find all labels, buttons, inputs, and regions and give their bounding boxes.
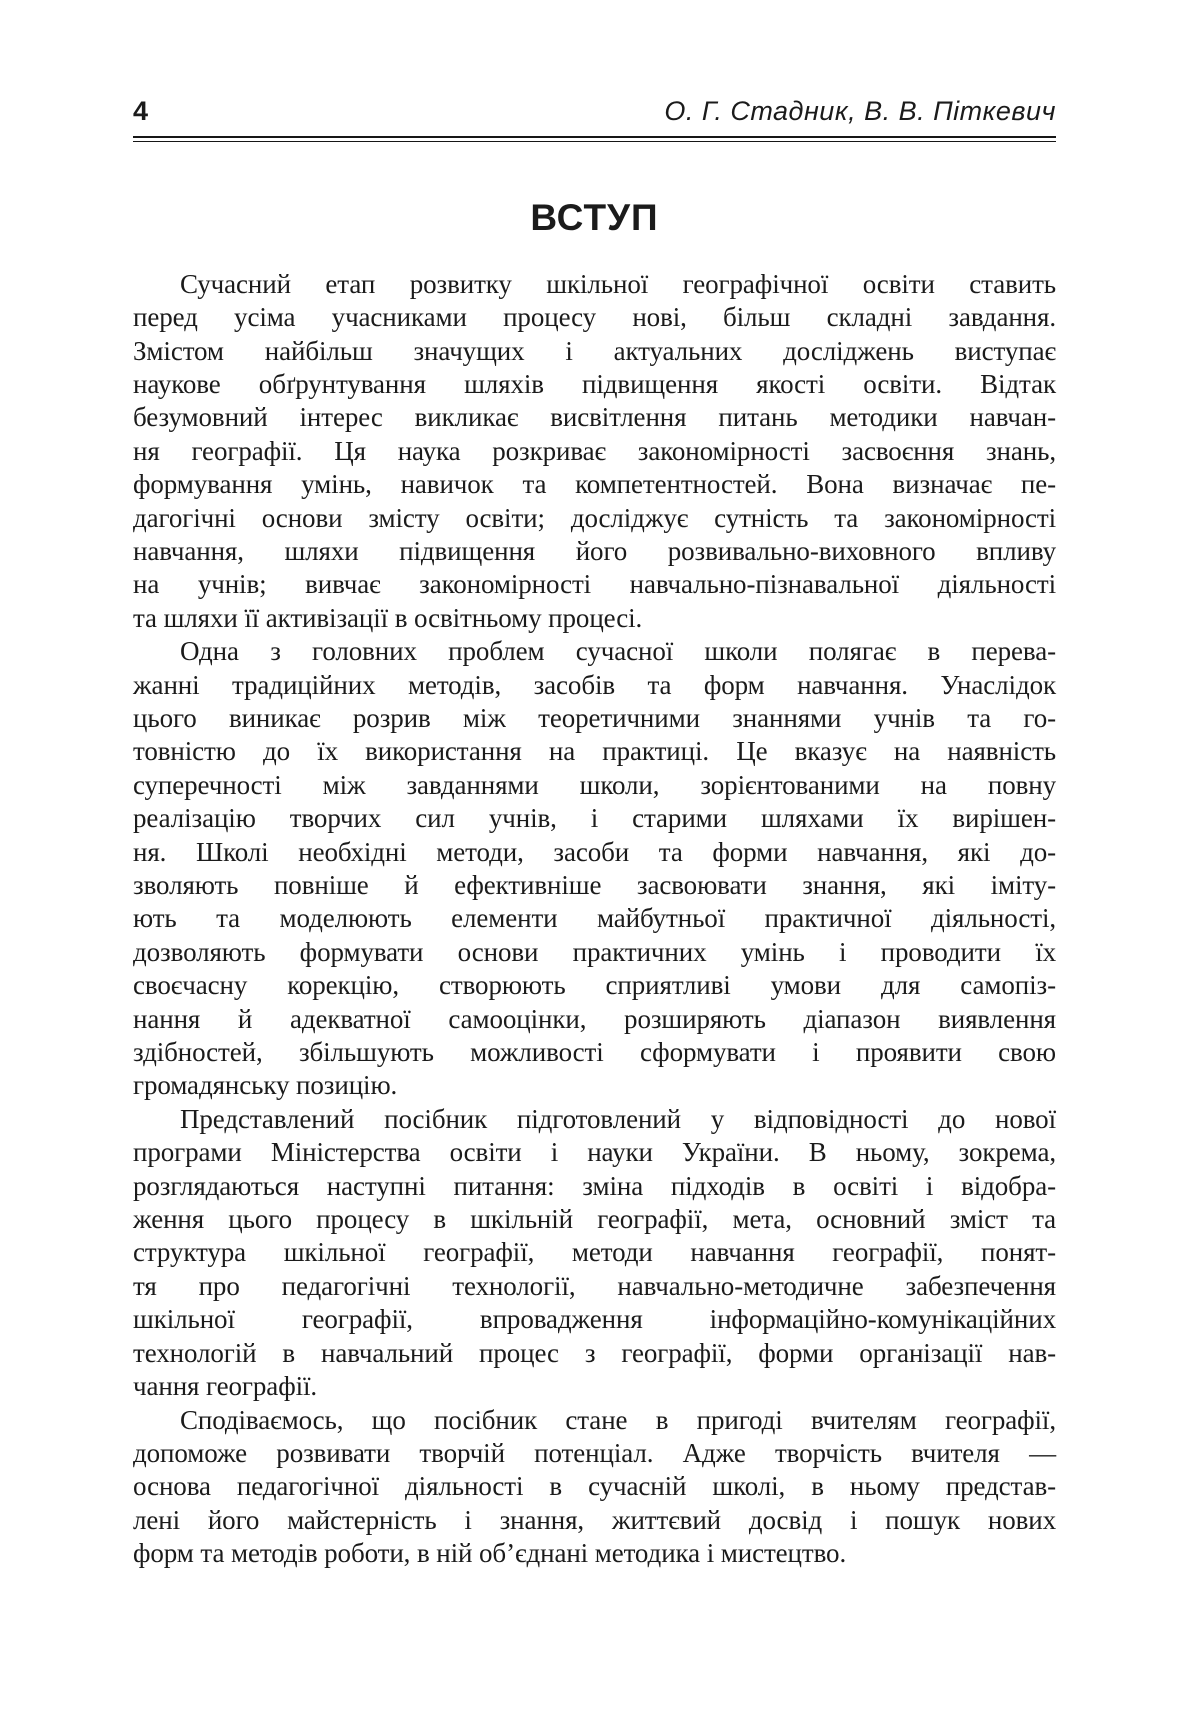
paragraph	[133, 1404, 1056, 1571]
text-line: Одна з головних проблем сучасної школи полягає в перева-	[180, 636, 1056, 667]
text-line: шкільної географії, впровадження інформаційно-комунікаційних	[133, 1304, 1056, 1335]
paragraph	[133, 635, 1056, 1103]
text-line: громадянську позицію.	[133, 1070, 398, 1101]
text-line: ють та моделюють елементи майбутньої практичної діяльності,	[133, 903, 1056, 934]
paragraph	[133, 268, 1056, 635]
text-line: форм та методів роботи, в ній об’єднані методика і мистецтво.	[133, 1538, 847, 1569]
text-line: ня географії. Ця наука розкриває закономірності засвоєння знань,	[133, 435, 1056, 466]
text-line: допоможе розвивати творчій потенціал. Адже творчість вчителя —	[133, 1437, 1056, 1468]
text-line: Сподіваємось, що посібник стане в пригоді вчителям географії,	[180, 1404, 1056, 1435]
header-rule	[133, 136, 1056, 142]
page-title: ВСТУП	[530, 196, 659, 238]
text-line: на учнів; вивчає закономірності навчально-пізнавальної діяльності	[133, 569, 1056, 600]
text-line: зволяють повніше й ефективніше засвоювати знання, які іміту-	[133, 870, 1056, 900]
text-line: ження цього процесу в шкільній географії, мета, основний зміст та	[133, 1204, 1056, 1235]
text-line: жанні традиційних методів, засобів та форм навчання. Унаслідок	[133, 669, 1056, 700]
running-header-authors: О. Г. Стадник, В. В. Піткевич	[664, 96, 1056, 126]
text-line: структура шкільної географії, методи навчання географії, понят-	[133, 1237, 1056, 1268]
text-line: безумовний інтерес викликає висвітлення питань методики навчан-	[133, 402, 1056, 433]
text-line: формування умінь, навичок та компетентностей. Вона визначає пе-	[133, 469, 1056, 500]
body-text	[133, 268, 1056, 1571]
text-line: розглядаються наступні питання: зміна підходів в освіті і відобра-	[133, 1170, 1056, 1201]
text-line: Змістом найбільш значущих і актуальних досліджень виступає	[133, 335, 1056, 366]
text-line: суперечності між завданнями школи, зорієнтованими на повну	[133, 769, 1056, 800]
text-line: здібностей, збільшують можливості сформувати і проявити свою	[133, 1037, 1056, 1068]
text-line: Сучасний етап розвитку шкільної географічної освіти ставить	[180, 268, 1056, 299]
text-line: основа педагогічної діяльності в сучасній школі, в ньому представ-	[133, 1471, 1056, 1502]
text-line: тя про педагогічні технології, навчально-методичне забезпечення	[133, 1270, 1056, 1301]
text-line: перед усіма учасниками процесу нові, більш складні завдання.	[133, 302, 1056, 333]
running-header	[133, 97, 1056, 127]
text-line: нання й адекватної самооцінки, розширяють діапазон виявлення	[133, 1003, 1056, 1034]
text-line: дозволяють формувати основи практичних умінь і проводити їх	[133, 936, 1056, 967]
text-line: дагогічні основи змісту освіти; досліджує сутність та закономірності	[133, 502, 1056, 533]
text-line: навчання, шляхи підвищення його розвивально-виховного впливу	[133, 535, 1056, 566]
text-line: наукове обґрунтування шляхів підвищення якості освіти. Відтак	[133, 368, 1056, 399]
text-line: лені його майстерність і знання, життєвий досвід і пошук нових	[133, 1504, 1056, 1535]
text-line: своєчасну корекцію, створюють сприятливі умови для самопіз-	[133, 970, 1056, 1001]
text-line: реалізацію творчих сил учнів, і старими шляхами їх вирішен-	[133, 803, 1056, 834]
text-line: та шляхи її активізації в освітньому процесі.	[133, 602, 643, 633]
text-line: цього виникає розрив між теоретичними знаннями учнів та го-	[133, 702, 1056, 733]
text-line: програми Міністерства освіти і науки України. В ньому, зокрема,	[133, 1137, 1056, 1168]
text-line: товністю до їх використання на практиці. Це вказує на наявність	[133, 736, 1056, 767]
paragraph	[133, 1103, 1056, 1404]
text-line: Представлений посібник підготовлений у відповідності до нової	[180, 1103, 1056, 1134]
text-line: ня. Школі необхідні методи, засоби та форми навчання, які до-	[133, 836, 1056, 867]
page-number: 4	[133, 96, 149, 126]
text-line: технологій в навчальний процес з географії, форми організації нав-	[133, 1337, 1056, 1368]
text-line: чання географії.	[133, 1371, 318, 1402]
